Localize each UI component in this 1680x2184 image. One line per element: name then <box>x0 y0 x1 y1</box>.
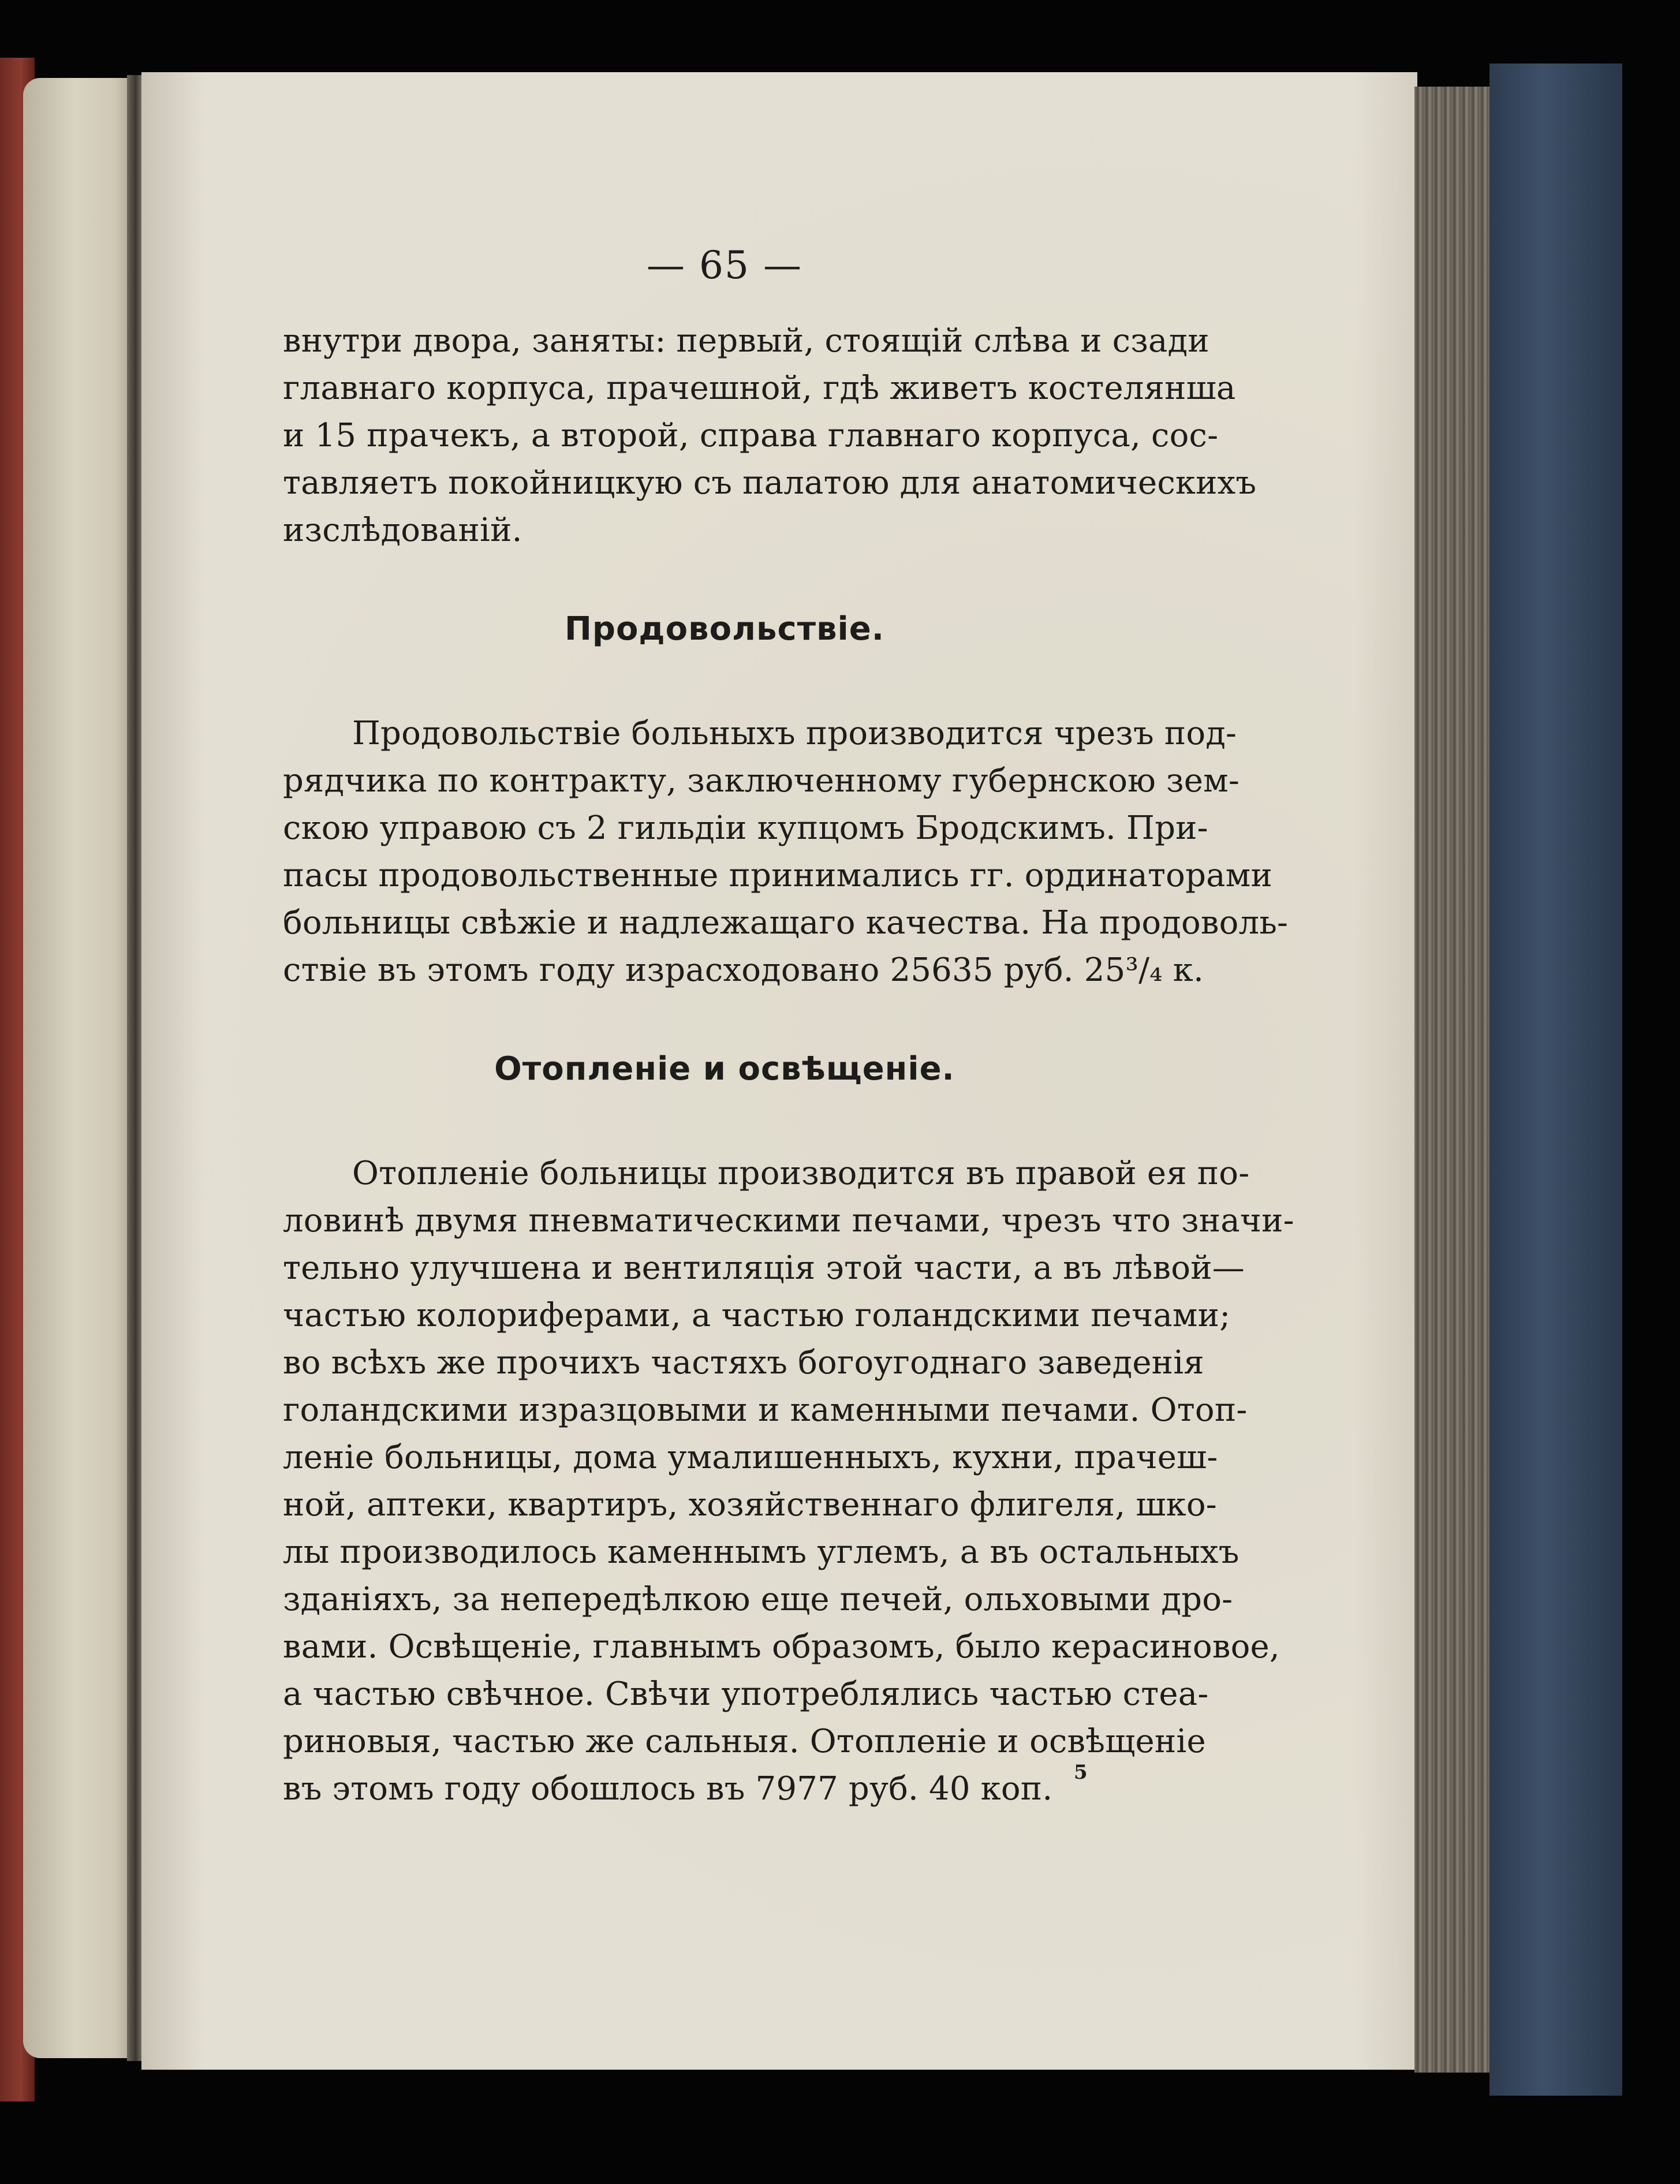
text-line: во всѣхъ же прочихъ частяхъ богоугоднаго заведенія <box>283 1344 1204 1382</box>
printer-signature-mark: 5 <box>1074 1761 1088 1784</box>
text-line: въ этомъ году обошлось въ 7977 руб. 40 коп. <box>283 1770 1053 1808</box>
left-page-edge <box>23 78 139 2058</box>
paragraph-outbuildings <box>283 318 1257 554</box>
paragraph-heating-lighting <box>283 1150 1294 1813</box>
text-line: и 15 прачекъ, а второй, справа главнаго корпуса, сос- <box>283 417 1219 454</box>
text-line: скою управою съ 2 гильдіи купцомъ Бродскимъ. При- <box>283 809 1208 847</box>
text-line: леніе больницы, дома умалишенныхъ, кухни, прачеш- <box>283 1439 1218 1476</box>
text-line: риновыя, частью же сальныя. Отопленіе и освѣщеніе <box>283 1723 1206 1760</box>
text-line: зданіяхъ, за непередѣлкою еще печей, ольховыми дро- <box>283 1581 1233 1618</box>
text-line: ной, аптеки, квартиръ, хозяйственнаго флигеля, шко- <box>283 1486 1217 1524</box>
text-line: тавляетъ покойницкую съ палатою для анатомическихъ <box>283 464 1257 502</box>
text-line: ловинѣ двумя пневматическими печами, чрезъ что значи- <box>283 1202 1294 1240</box>
paragraph-provisions <box>283 710 1289 994</box>
text-line: вами. Освѣщеніе, главнымъ образомъ, было керасиновое, <box>283 1628 1280 1666</box>
text-line: пасы продовольственные принимались гг. ординаторами <box>283 857 1273 894</box>
text-line: частью колориферами, а частью голандскими печами; <box>283 1297 1231 1334</box>
text-line: лы производилось каменнымъ углемъ, а въ остальныхъ <box>283 1533 1240 1571</box>
page-number: — 65 — <box>647 243 802 288</box>
right-book-cover <box>1489 64 1622 2096</box>
text-line: Отопленіе больницы производится въ правой ея по- <box>352 1155 1250 1192</box>
text-line: изслѣдованій. <box>283 512 522 549</box>
text-line: Продовольствіе больныхъ производится чрезъ под- <box>352 715 1237 752</box>
text-line: тельно улучшена и вентиляція этой части, а въ лѣвой— <box>283 1249 1245 1287</box>
text-line: больницы свѣжіе и надлежащаго качества. На продоволь- <box>283 904 1289 942</box>
text-line: главнаго корпуса, прачешной, гдѣ живетъ костелянша <box>283 369 1236 407</box>
text-line: голандскими изразцовыми и каменными печами. Отоп- <box>283 1391 1248 1429</box>
page-text-block <box>283 242 1294 1813</box>
text-line: ствіе въ этомъ году израсходовано 25635 руб. 25³/₄ к. <box>283 951 1204 989</box>
page-block-edges <box>1414 87 1495 2073</box>
section-heading-provisions: Продовольствіе. <box>565 610 884 648</box>
text-line: внутри двора, заняты: первый, стоящій слѣва и сзади <box>283 322 1209 360</box>
text-line: рядчика по контракту, заключенному губернскою зем- <box>283 762 1240 800</box>
section-heading-heating-lighting: Отопленіе и освѣщеніе. <box>494 1050 955 1088</box>
text-line: а частью свѣчное. Свѣчи употреблялись частью стеа- <box>283 1675 1209 1713</box>
